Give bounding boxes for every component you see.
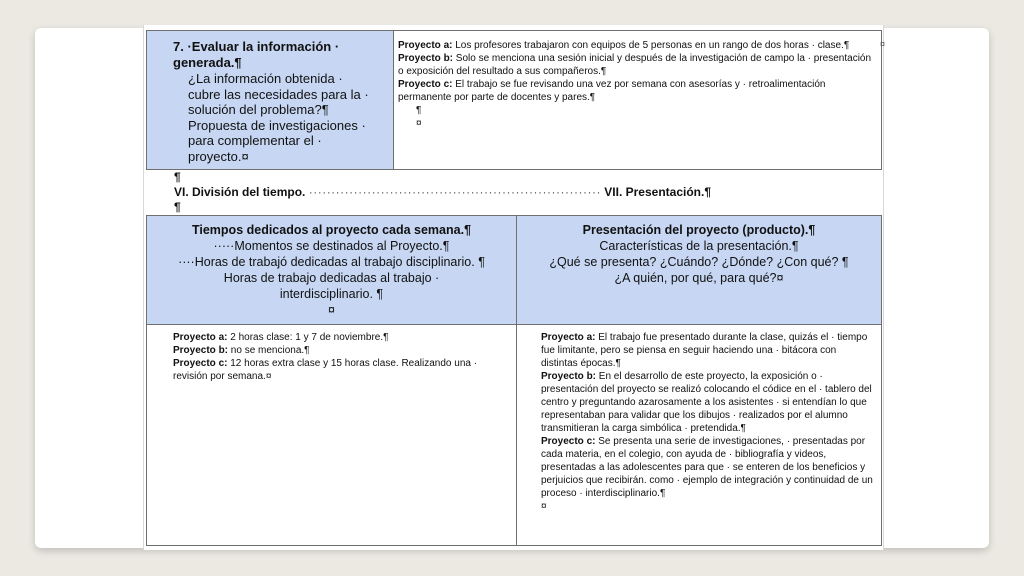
time-project-b-label: Proyecto b: (173, 345, 229, 356)
project-a-text: Los profesores trabajaron con equipos de 5 personas en un rango de dos horas · clase.¶ (452, 40, 850, 51)
presentation-project-a (541, 331, 873, 370)
paragraph-mark-top: ¶ (174, 170, 181, 184)
presentation-project-a-text: El trabajo fue presentado durante la clase, quizás el · tiempo fue limitante, pero se piensa en seguir haciendo una · bitácora con distintas épocas.¶ (541, 332, 868, 369)
time-projects-cell (146, 324, 517, 546)
presentation-project-c-text: Se presenta una serie de investigaciones, · presentadas por cada materia, en el colegio, con ayuda de · bibliografía y videos, presentadas a las adolescentes para que · se enteren de los beneficios y perjuicios que recibirán. como · ejemplo de integración y continuidad de un proceso · interdisciplinario.¶ (541, 436, 873, 499)
presentation-projects-cell (516, 324, 882, 546)
row-end-mark: ¤ (880, 39, 886, 49)
section-headings-line (174, 185, 711, 199)
presentation-project-c (541, 435, 873, 500)
time-line-2: ····Horas de trabajó dedicadas al trabajo disciplinario. ¶ (178, 255, 485, 269)
tab-leader-dots: ································································· (308, 185, 601, 199)
presentation-title: Presentación del proyecto (producto).¶ (582, 223, 816, 237)
time-line-5: ¤ (328, 303, 335, 317)
time-project-a-text: 2 horas clase: 1 y 7 de noviembre.¶ (227, 332, 389, 343)
project-c-label: Proyecto c: (398, 79, 453, 90)
presentation-line-3: ¿A quién, por qué, para qué?¤ (614, 271, 784, 285)
presentation-line-1: Características de la presentación.¶ (599, 239, 799, 253)
cell-end-mark: ¤ (416, 118, 422, 129)
document-page (143, 25, 884, 550)
projects-evaluation-cell (393, 30, 882, 170)
project-c-text: El trabajo se fue revisando una vez por semana con asesorías y · retroalimentación permanente por parte de docentes y pares.¶ (398, 79, 826, 103)
paragraph-mark: ¶ (416, 105, 422, 116)
time-project-a (173, 331, 506, 344)
section-vii-heading: VII. Presentación.¶ (604, 185, 712, 199)
time-line-3: Horas de trabajo dedicadas al trabajo · (223, 271, 440, 285)
section-7-heading: 7. ·Evaluar la información · generada.¶ (173, 39, 340, 70)
evaluate-line-6: proyecto.¤ (188, 148, 249, 164)
time-project-c (173, 357, 506, 383)
project-b-text: Solo se menciona una sesión inicial y después de la investigación de campo la · presentación o exposición del resultado a sus compañeros.¶ (398, 53, 872, 77)
presentation-project-b (541, 370, 873, 435)
section-vi-heading: VI. División del tiempo. (174, 185, 306, 199)
project-b-paragraph (398, 52, 873, 78)
presentation-project-b-text: En el desarrollo de este proyecto, la exposición o · presentación del proyecto se realizó colocando el códice en el · tablero del centro y preguntando azarosamente a los asistentes · si entendían lo que representaban para validar que los dibujos · realizados por el alumno transmitieran la carga simbólica · pretendida.¶ (541, 371, 872, 434)
project-c-paragraph (398, 78, 873, 104)
time-division-title: Tiempos dedicados al proyecto cada semana.¶ (191, 223, 472, 237)
project-a-paragraph (398, 39, 873, 52)
presentation-line-2: ¿Qué se presenta? ¿Cuándo? ¿Dónde? ¿Con qué? ¶ (549, 255, 849, 269)
project-b-label: Proyecto b: (398, 53, 454, 64)
time-project-c-text: 12 horas extra clase y 15 horas clase. Realizando una · revisión por semana.¤ (173, 358, 478, 382)
evaluate-line-2: cubre las necesidades para la · (188, 86, 369, 102)
time-line-1: ·····Momentos se destinados al Proyecto.¶ (213, 239, 450, 253)
project-a-label: Proyecto a: (398, 40, 453, 51)
evaluate-line-4: Propuesta de investigaciones · (188, 117, 366, 133)
time-project-b (173, 344, 506, 357)
time-division-header-cell (146, 215, 517, 325)
presentation-header-cell (516, 215, 882, 325)
evaluate-info-cell (146, 30, 394, 170)
presentation-project-c-label: Proyecto c: (541, 436, 596, 447)
time-line-4: interdisciplinario. ¶ (279, 287, 384, 301)
time-project-c-label: Proyecto c: (173, 358, 228, 369)
time-project-b-text: no se menciona.¶ (228, 345, 310, 356)
presentation-project-a-label: Proyecto a: (541, 332, 596, 343)
evaluate-line-3: solución del problema?¶ (188, 102, 329, 117)
evaluate-line-5: para complementar el · (188, 133, 322, 148)
presentation-project-b-label: Proyecto b: (541, 371, 597, 382)
evaluate-line-1: ¿La información obtenida · (188, 71, 343, 86)
presentation-cell-end: ¤ (541, 501, 547, 512)
paragraph-mark-bottom: ¶ (174, 200, 181, 214)
time-project-a-label: Proyecto a: (173, 332, 228, 343)
